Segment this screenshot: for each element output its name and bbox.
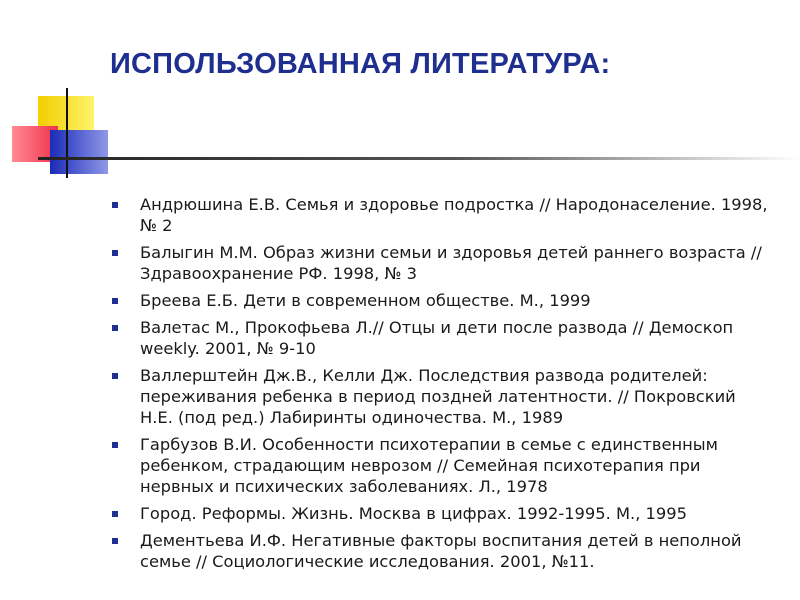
bullet-square-icon [112, 325, 118, 331]
vertical-line [66, 88, 68, 178]
reference-list [112, 194, 772, 578]
reference-text: Город. Реформы. Жизнь. Москва в цифрах. 1992-1995. М., 1995 [140, 504, 687, 523]
decorative-squares-logo [0, 0, 800, 200]
reference-text: Гарбузов В.И. Особенности психотерапии в семье с единственным ребенком, страдающим неврозом // Семейная психотерапия при нервных и психических заболеваниях. Л., 1978 [140, 435, 718, 496]
reference-text: Андрюшина Е.В. Семья и здоровье подростка // Народонаселение. 1998, № 2 [140, 195, 768, 235]
reference-item [112, 290, 772, 311]
reference-text: Валетас М., Прокофьева Л.// Отцы и дети после развода // Демоскоп weekly. 2001, № 9-10 [140, 318, 734, 358]
reference-item [112, 503, 772, 524]
page-title: ИСПОЛЬЗОВАННАЯ ЛИТЕРАТУРА: [110, 48, 611, 80]
reference-item [112, 434, 772, 497]
blue-square [50, 130, 108, 174]
reference-text: Валлерштейн Дж.В., Келли Дж. Последствия развода родителей: переживания ребенка в период поздней латентности. // Покровский Н.Е. (под ред.) Лабиринты одиночества. М., 1989 [140, 366, 736, 427]
bullet-square-icon [112, 442, 118, 448]
reference-item [112, 194, 772, 236]
reference-item [112, 317, 772, 359]
bullet-square-icon [112, 250, 118, 256]
bullet-square-icon [112, 202, 118, 208]
reference-text: Бреева Е.Б. Дети в современном обществе. М., 1999 [140, 291, 591, 310]
bullet-square-icon [112, 511, 118, 517]
reference-text: Дементьева И.Ф. Негативные факторы воспитания детей в неполной семье // Социологические исследования. 2001, №11. [140, 531, 742, 571]
reference-item [112, 242, 772, 284]
bullet-square-icon [112, 298, 118, 304]
reference-item [112, 365, 772, 428]
reference-item [112, 530, 772, 572]
bullet-square-icon [112, 373, 118, 379]
horizontal-line [38, 157, 800, 160]
bullet-square-icon [112, 538, 118, 544]
reference-text: Балыгин М.М. Образ жизни семьи и здоровья детей раннего возраста // Здравоохранение РФ. 1998, № 3 [140, 243, 762, 283]
